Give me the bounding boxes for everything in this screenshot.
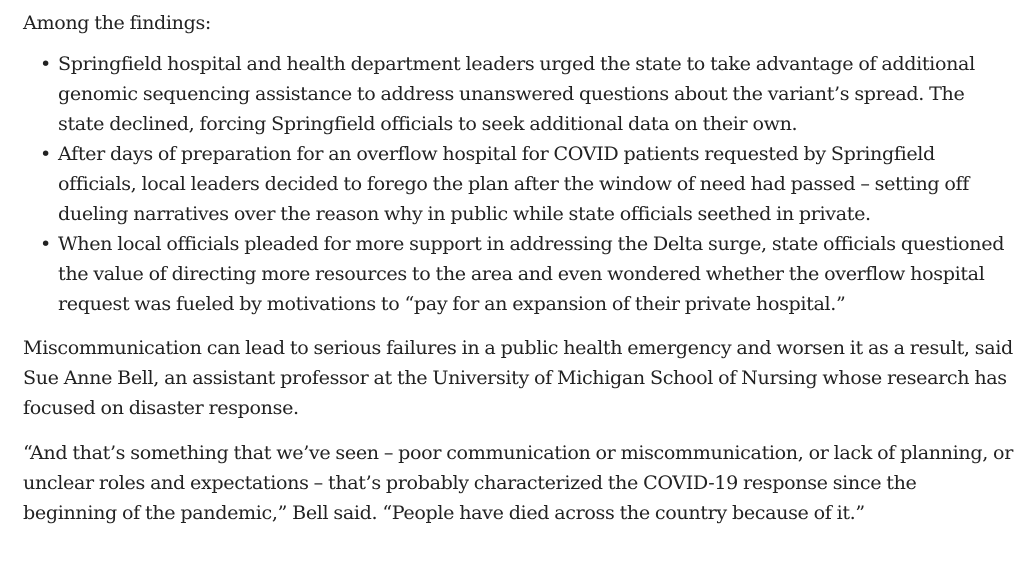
finding-item [40,139,1013,229]
finding-text: After days of preparation for an overflow hospital for COVID patients requested by Springfield officials, local leaders decided to forego the plan after the window of need had passed – setting off dueling narratives over the reason why in public while state officials seethed in private. [58,142,969,225]
bullet-icon: • [40,142,51,165]
article-body [23,8,1013,543]
findings-intro: Among the findings: [23,11,212,34]
finding-text: Springfield hospital and health department leaders urged the state to take advantage of additional genomic sequencing assistance to address unanswered questions about the variant’s spread. The state declined, forcing Springfield officials to seek additional data on their own. [58,52,975,135]
paragraph-bell-quote: “And that’s something that we’ve seen – poor communication or miscommunication, or lack of planning, or unclear roles and expectations – that’s probably characterized the COVID-19 response since the beginning of the pandemic,” Bell said. “People have died across the country because of it.” [23,441,1013,524]
finding-text: When local officials pleaded for more support in addressing the Delta surge, state officials questioned the value of directing more resources to the area and even wondered whether the overflow hospital request was fueled by motivations to “pay for an expansion of their private hospital.” [58,232,1005,315]
finding-item [40,229,1013,319]
finding-item [40,49,1013,139]
findings-list [23,49,1013,319]
bullet-icon: • [40,52,51,75]
bullet-icon: • [40,232,51,255]
paragraph-miscommunication: Miscommunication can lead to serious failures in a public health emergency and worsen it as a result, said Sue Anne Bell, an assistant professor at the University of Michigan School of Nursing whose research has focused on disaster response. [23,336,1013,419]
